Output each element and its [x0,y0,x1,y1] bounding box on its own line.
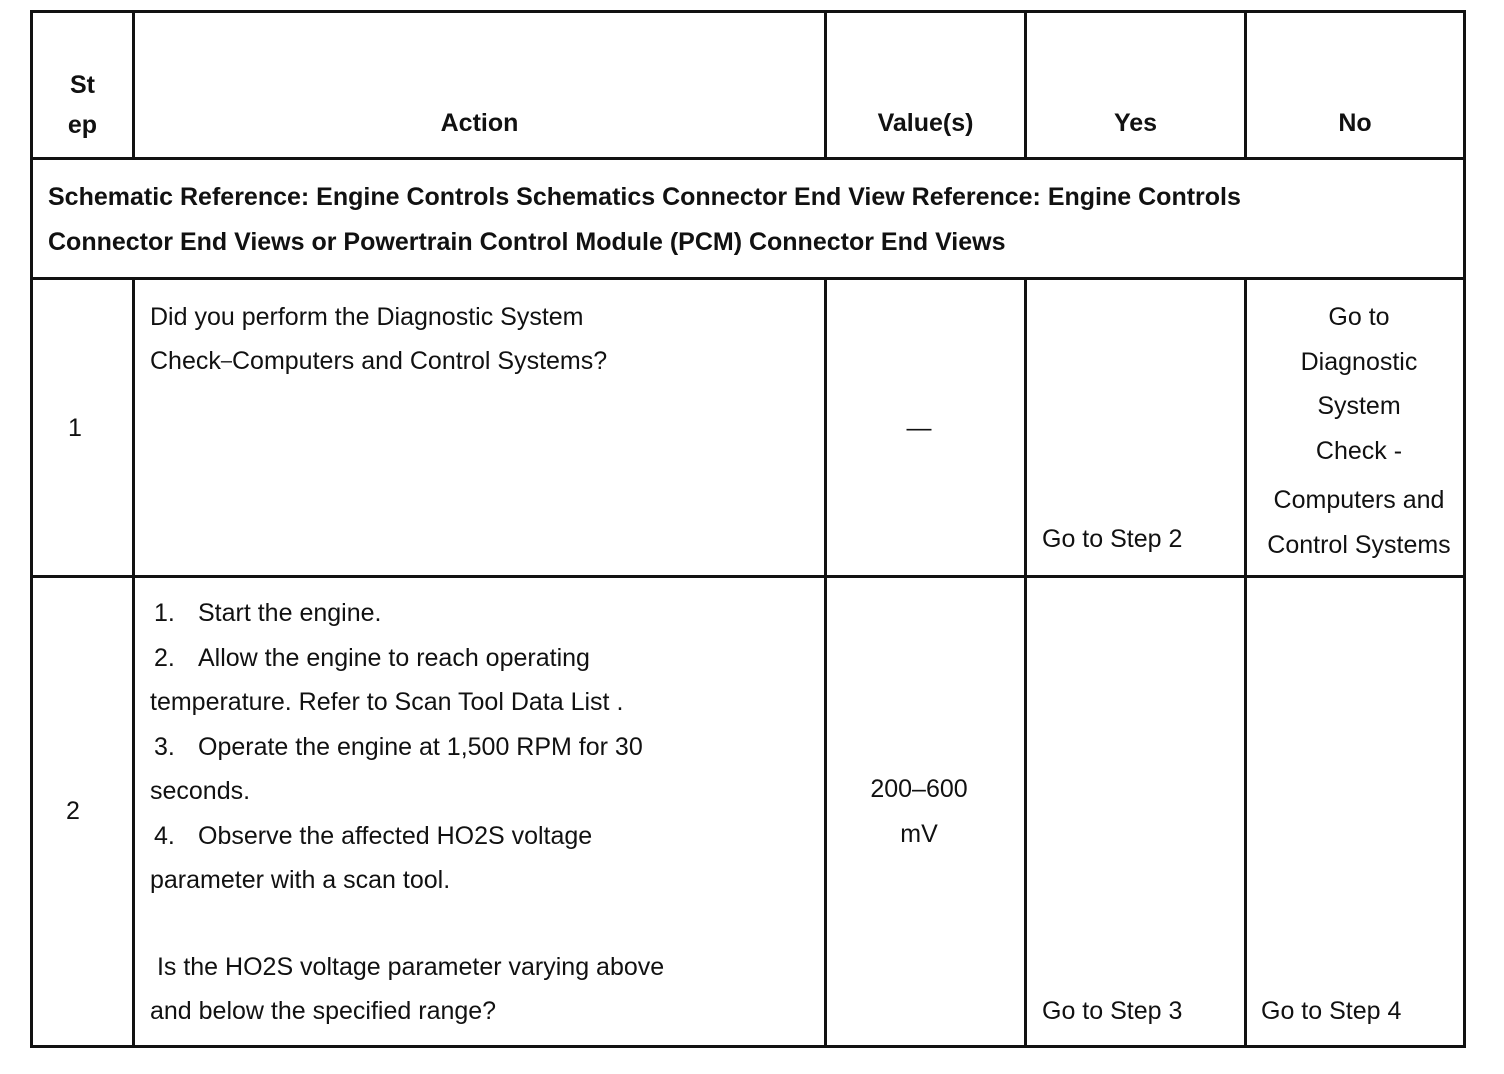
row2-action-item [150,814,820,859]
row-divider [33,277,1463,280]
row1-no-line: System [1317,392,1401,421]
item-number: 1. [154,599,175,627]
spacer [150,903,820,945]
item-text: Observe the affected HO2S voltage [198,821,593,850]
item-number: 2. [154,643,175,672]
row2-step: 2 [66,797,80,825]
row1-action-rest: Computers and Control Systems? [232,347,608,375]
header-yes: Yes [1113,109,1158,137]
row2-no: Go to Step 4 [1261,997,1402,1025]
row1-no-line: Diagnostic [1300,347,1418,376]
row-divider [33,157,1463,160]
item-text: Start the engine. [198,599,382,627]
row2-value [827,767,1011,857]
row1-action-line2 [150,339,810,385]
row2-value-line1: 200–600 [870,775,968,803]
row1-value: — [906,414,932,442]
row1-yes: Go to Step 2 [1042,525,1183,553]
item-text: Operate the engine at 1,500 RPM for 30 [198,732,643,761]
row2-action [150,591,820,1034]
header-action: Action [440,109,519,137]
item-number: 4. [154,821,175,850]
reference-line-1: Schematic Reference: Engine Controls Schematics Connector End View Reference: Engine Controls [48,183,1241,211]
row1-no-line: Computers and [1273,486,1445,515]
row1-action [150,295,810,385]
row2-action-item [150,769,820,814]
column-divider [1024,277,1027,1048]
row2-question-line2: and below the specified range? [150,997,497,1025]
item-text: Allow the engine to reach operating [198,643,590,672]
row2-action-item [150,591,820,636]
header-step: St ep [67,71,98,139]
item-text: seconds. [150,777,251,805]
row2-question-line1: Is the HO2S voltage parameter varying above [150,952,665,981]
header-no: No [1338,109,1372,137]
row1-step: 1 [68,414,82,442]
row1-no-line: Check - [1315,436,1403,465]
reference-text [48,175,1448,265]
row1-action-check: Check [150,347,221,375]
row1-no-line: Control Systems [1267,530,1451,559]
item-number: 3. [154,732,175,761]
item-text: parameter with a scan tool. [150,866,451,894]
item-text: temperature. Refer to Scan Tool Data List . [150,688,624,716]
reference-line-2: Connector End Views or Powertrain Control Module (PCM) Connector End Views [48,228,1006,256]
row-divider [33,575,1463,578]
row2-action-item [150,725,820,770]
row2-action-item [150,680,820,725]
row1-action-line1: Did you perform the Diagnostic System [150,303,584,331]
header-values: Value(s) [877,109,974,137]
row2-action-item [150,858,820,903]
column-divider [824,277,827,1048]
row2-action-item [150,636,820,681]
diagnostic-table [30,10,1466,1048]
row1-action-dash: – [220,350,232,372]
row1-no [1247,295,1471,568]
row2-yes: Go to Step 3 [1042,997,1183,1025]
row2-value-line2: mV [900,820,938,848]
row1-no-line: Go to [1328,303,1390,331]
column-divider [132,277,135,1048]
